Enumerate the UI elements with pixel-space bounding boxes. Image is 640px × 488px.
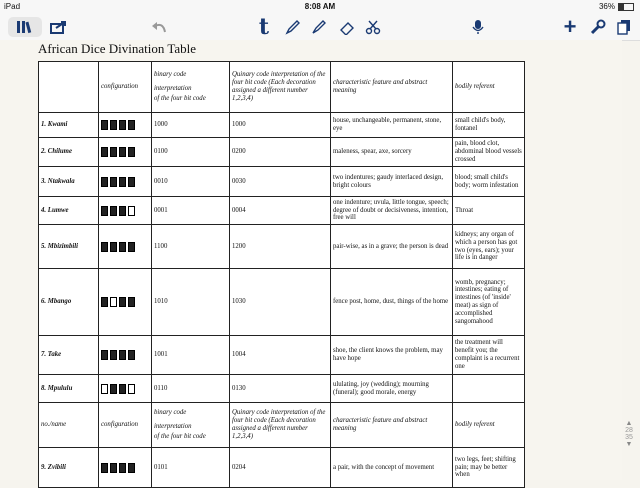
binary-code: 1000 [152,113,230,138]
bodily-text: kidneys; any organ of which a person has got two (eyes, ears); your life is in danger [453,225,525,269]
dice-configuration [99,336,152,375]
scissors-tool[interactable] [362,17,384,37]
table-row [39,167,525,197]
header-bodily: bodily referent [453,62,525,113]
page-title: African Dice Divination Table [38,41,197,56]
page-scroller[interactable] [622,420,636,448]
row-name: 4. Lumwe [39,197,99,225]
pages-icon [617,19,631,35]
page-number-a: 28 [625,427,633,434]
header-binary: binary code interpretation of the four bit code [152,403,230,448]
up-arrow-icon[interactable]: ▲ [625,420,633,427]
row-name: 6. Mbango [39,269,99,336]
dice-icon [101,463,149,473]
feature-text: one indenture; uvula, little tongue, speech; degree of doubt or decisiveness, intention, free will [331,197,453,225]
bodily-text [453,375,525,403]
dice-configuration [99,448,152,488]
dice-icon [101,147,149,157]
row-name: 9. Zvibili [39,448,99,488]
header-quinary: Quinary code interpretation of the four bit code (Each decoration assigned a different number 1,2,3,4) [230,62,331,113]
library-icon [16,20,34,34]
dice-icon [101,297,149,307]
bodily-text: small child's body, fontanel [453,113,525,138]
binary-code: 1001 [152,336,230,375]
feature-text: shoe, the client knows the problem, may have hope [331,336,453,375]
quinary-code: 0200 [230,138,331,167]
status-bar [0,0,640,14]
share-icon [50,20,68,34]
toolbar [0,14,640,41]
row-name: 1. Kwami [39,113,99,138]
page-number-b: 35 [625,434,633,441]
feature-text: pair-wise, as in a grave; the person is dead [331,225,453,269]
pen-tool[interactable] [282,17,304,37]
device-label: iPad [4,2,21,11]
bodily-text: the treatment will benefit you; the complaint is a recurrent one [453,336,525,375]
binary-code: 0101 [152,448,230,488]
plus-icon: + [563,14,577,39]
header-no: no./name [39,403,99,448]
quinary-code: 1000 [230,113,331,138]
pen-icon [285,19,301,35]
table-row [39,138,525,167]
microphone-icon [472,19,484,35]
feature-text: a pair, with the concept of movement [331,448,453,488]
eraser-tool[interactable] [336,17,358,37]
table-row [39,448,525,488]
header-no [39,62,99,113]
binary-code: 1010 [152,269,230,336]
down-arrow-icon[interactable]: ▼ [625,441,633,448]
bodily-text: blood; small child's body; worm infestation [453,167,525,197]
quinary-code: 0204 [230,448,331,488]
eraser-icon [339,19,355,35]
undo-button[interactable] [148,17,170,37]
binary-code: 0110 [152,375,230,403]
clock: 8:08 AM [304,2,336,11]
dice-icon [101,120,149,130]
table-row [39,113,525,138]
binary-code: 0001 [152,197,230,225]
binary-code: 0010 [152,167,230,197]
row-name: 8. Mpululu [39,375,99,403]
pages-button[interactable] [614,17,634,37]
table-row [39,375,525,403]
document-page[interactable] [0,40,622,480]
quinary-code: 1030 [230,269,331,336]
library-button[interactable] [8,17,42,37]
battery-indicator: 36% [599,2,634,11]
header-quinary: Quinary code interpretation of the four bit code (Each decoration assigned a different number 1,2,3,4) [230,403,331,448]
quinary-code: 0130 [230,375,331,403]
feature-text: ululating, joy (wedding); mourning (funeral); good morale, energy [331,375,453,403]
feature-text: house, unchangeable, permanent, stone, eye [331,113,453,138]
dice-icon [101,350,149,360]
binary-code: 0100 [152,138,230,167]
header-row-repeat [39,403,525,448]
header-bodily: bodily referent [453,403,525,448]
row-name: 7. Take [39,336,99,375]
table-row [39,197,525,225]
dice-icon [101,177,149,187]
feature-text: maleness, spear, axe, sorcery [331,138,453,167]
dice-icon [101,242,149,252]
dice-configuration [99,138,152,167]
dice-icon [101,384,149,394]
scissors-icon [365,19,381,35]
tumblr-icon: t [258,14,270,40]
dice-configuration [99,375,152,403]
quinary-code: 0004 [230,197,331,225]
microphone-button[interactable] [468,17,488,37]
highlighter-tool[interactable] [308,17,330,37]
header-config: configuration [99,403,152,448]
dice-configuration [99,113,152,138]
dice-configuration [99,269,152,336]
add-button[interactable] [560,14,580,39]
dice-configuration [99,197,152,225]
quinary-code: 1200 [230,225,331,269]
feature-text: two indentures; gaudy interlaced design, bright colours [331,167,453,197]
settings-button[interactable] [588,17,608,37]
dice-configuration [99,225,152,269]
table-row [39,225,525,269]
binary-code: 1100 [152,225,230,269]
dice-configuration [99,167,152,197]
tumblr-button[interactable] [252,14,276,40]
bodily-text: Throat [453,197,525,225]
row-name: 5. Mbizimbili [39,225,99,269]
table-row [39,269,525,336]
header-binary: binary code interpretation of the four bit code [152,62,230,113]
row-name: 3. Ntakwala [39,167,99,197]
row-name: 2. Chilume [39,138,99,167]
highlighter-icon [311,19,327,35]
quinary-code: 0030 [230,167,331,197]
header-row [39,62,525,113]
header-config: configuration [99,62,152,113]
battery-icon [618,3,634,11]
bodily-text: two legs, feet; shifting pain; may be better when [453,448,525,488]
header-feature: characteristic feature and abstract meaning [331,403,453,448]
bodily-text: pain, blood clot, abdominal blood vessels crossed [453,138,525,167]
undo-icon [151,20,167,34]
table-row [39,336,525,375]
share-button[interactable] [48,17,70,37]
wrench-icon [590,19,606,35]
feature-text: fence post, home, dust, things of the home [331,269,453,336]
divination-table [38,61,525,488]
bodily-text: womb, pregnancy; intestines; eating of intestines (of 'inside' meat) as sign of accomplished sangomahood [453,269,525,336]
header-feature: characteristic feature and abstract meaning [331,62,453,113]
dice-icon [101,206,149,216]
quinary-code: 1004 [230,336,331,375]
